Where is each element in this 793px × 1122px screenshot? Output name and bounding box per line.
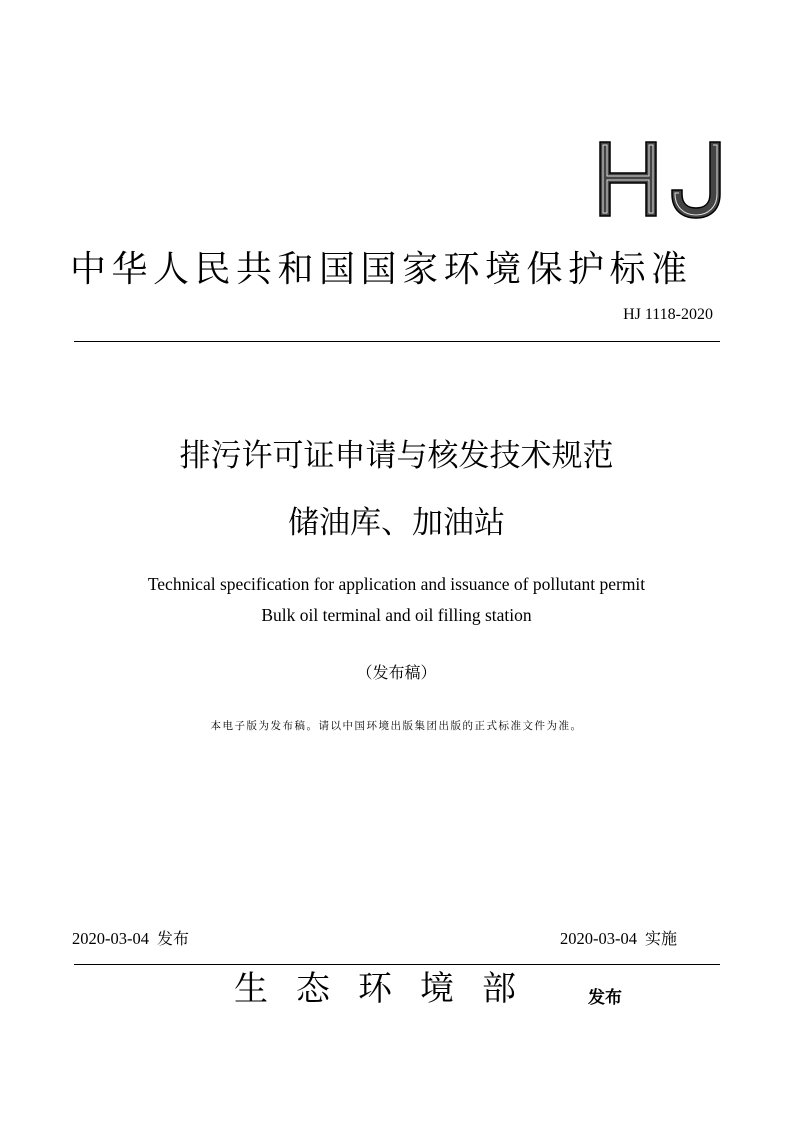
standard-code: HJ 1118-2020 bbox=[623, 306, 713, 323]
issuing-ministry: 生态环境部 bbox=[234, 969, 544, 1009]
issue-date-label: 发布 bbox=[157, 929, 190, 948]
title-english-line2: Bulk oil terminal and oil filling station bbox=[261, 605, 532, 625]
issue-date bbox=[72, 926, 189, 949]
standard-type-heading: 中华人民共和国国家环境保护标准 bbox=[70, 249, 693, 290]
footer-divider bbox=[74, 964, 720, 965]
header-divider bbox=[74, 341, 720, 342]
title-english-line1: Technical specification for application and issuance of pollutant permit bbox=[147, 574, 646, 594]
hj-logo-letter-h bbox=[600, 142, 656, 216]
title-chinese-line2: 储油库、加油站 bbox=[288, 505, 505, 541]
hj-logo bbox=[594, 138, 728, 220]
title-chinese-line1: 排污许可证申请与核发技术规范 bbox=[179, 438, 614, 474]
effective-date-label: 实施 bbox=[645, 929, 678, 948]
effective-date-value: 2020-03-04 bbox=[560, 929, 637, 948]
hj-logo-letter-j bbox=[672, 142, 720, 218]
issue-date-value: 2020-03-04 bbox=[72, 929, 149, 948]
edition-note: 本电子版为发布稿。请以中国环境出版集团出版的正式标准文件为准。 bbox=[210, 720, 583, 732]
draft-label: （发布稿） bbox=[356, 663, 437, 682]
effective-date bbox=[560, 926, 677, 949]
publish-label: 发布 bbox=[588, 988, 622, 1008]
